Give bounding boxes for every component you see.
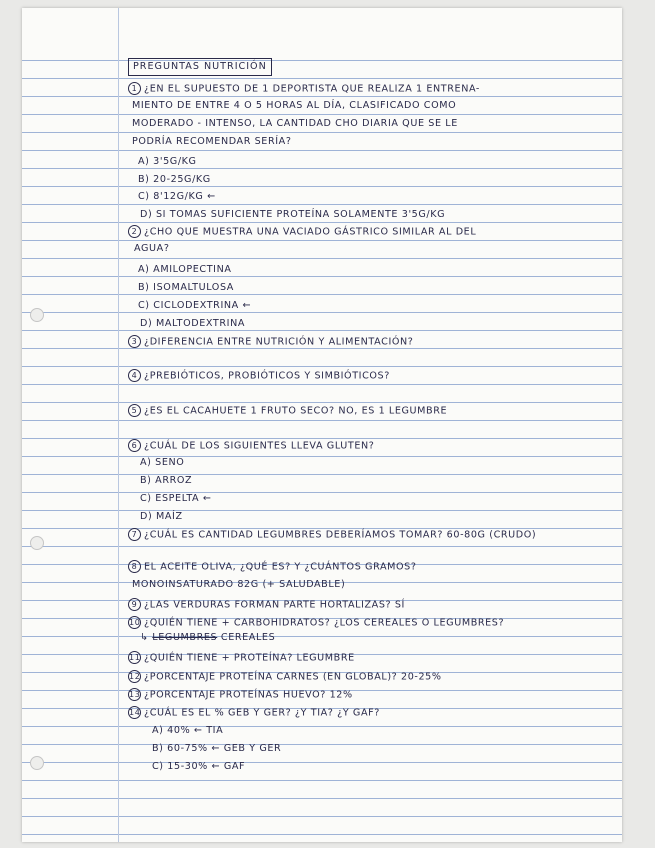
option-a: A) 3'5G/KG (138, 156, 197, 167)
question-1: 1 ¿EN EL SUPUESTO DE 1 DEPORTISTA QUE REALIZA 1 ENTRENA- (128, 82, 480, 95)
question-10: 10 ¿QUIÉN TIENE + CARBOHIDRATOS? ¿LOS CEREALES O LEGUMBRES? (129, 617, 505, 629)
question-3: 3 ¿DIFERENCIA ENTRE NUTRICIÓN Y ALIMENTACIÓN? (128, 335, 414, 348)
ruled-line (22, 420, 622, 421)
ruled-line (22, 834, 622, 835)
ruled-line (22, 258, 622, 259)
notebook-page (22, 8, 622, 842)
ruled-line (22, 312, 622, 313)
option-c: C) ESPELTA ← (140, 493, 212, 504)
binder-hole (30, 308, 44, 322)
ruled-line (22, 510, 622, 511)
question-number: 5 (128, 404, 141, 417)
question-number: 8 (128, 560, 141, 573)
question-13: 13 ¿PORCENTAJE PROTEÍNAS HUEVO? 12% (129, 689, 353, 701)
ruled-line (22, 474, 622, 475)
option-c: C) 15-30% ← GAF (152, 761, 246, 772)
ruled-line (22, 816, 622, 817)
binder-hole (30, 536, 44, 550)
question-number: 9 (128, 598, 141, 611)
ruled-line (22, 240, 622, 241)
option-a: A) SENO (140, 457, 185, 468)
question-number: 10 (129, 618, 141, 627)
binder-hole (30, 756, 44, 770)
ruled-line (22, 762, 622, 763)
answer-8: MONOINSATURADO 82G (+ SALUDABLE) (132, 579, 346, 590)
option-b: B) 20-25G/KG (138, 174, 211, 185)
question-11: 11 ¿QUIÉN TIENE + PROTEÍNA? LEGUMBRE (129, 652, 355, 664)
question-2-line-2: AGUA? (134, 243, 170, 254)
ruled-line (22, 276, 622, 277)
ruled-line (22, 492, 622, 493)
question-1-line-3: MODERADO - INTENSO, LA CANTIDAD CHO DIARIA QUE SE LE (132, 118, 458, 129)
margin-line (118, 8, 119, 842)
ruled-line (22, 798, 622, 799)
ruled-line (22, 78, 622, 79)
ruled-line (22, 402, 622, 403)
question-2: 2 ¿CHO QUE MUESTRA UNA VACIADO GÁSTRICO SIMILAR AL DEL (128, 225, 476, 238)
question-12: 12 ¿PORCENTAJE PROTEÍNA CARNES (EN GLOBAL)? 20-25% (129, 671, 442, 683)
ruled-line (22, 132, 622, 133)
question-number: 1 (128, 82, 141, 95)
question-14: 14 ¿CUÁL ES EL % GEB Y GER? ¿Y TIA? ¿Y GAF? (129, 707, 380, 719)
page-title: PREGUNTAS NUTRICIÓN (128, 58, 272, 76)
option-d: D) MALTODEXTRINA (140, 318, 246, 329)
question-9: 9 ¿LAS VERDURAS FORMAN PARTE HORTALIZAS? SÍ (128, 598, 405, 611)
struck-answer: LEGUMBRES (152, 632, 218, 643)
ruled-line (22, 204, 622, 205)
question-number: 14 (129, 708, 141, 717)
question-1-line-4: PODRÍA RECOMENDAR SERÍA? (132, 136, 292, 147)
ruled-line (22, 546, 622, 547)
question-7: 7 ¿CUÁL ES CANTIDAD LEGUMBRES DEBERÍAMOS TOMAR? 60-80G (CRUDO) (128, 528, 536, 541)
question-8: 8 EL ACEITE OLIVA, ¿QUÉ ES? Y ¿CUÁNTOS GRAMOS? (128, 560, 417, 573)
question-number: 7 (128, 528, 141, 541)
ruled-line (22, 186, 622, 187)
question-number: 2 (128, 225, 141, 238)
option-a: A) AMILOPECTINA (138, 264, 232, 275)
question-number: 13 (129, 690, 141, 699)
ruled-line (22, 384, 622, 385)
option-c: C) CICLODEXTRINA ← (138, 300, 252, 311)
question-5: 5 ¿ES EL CACAHUETE 1 FRUTO SECO? NO, ES 1 LEGUMBRE (128, 404, 447, 417)
question-number: 4 (128, 369, 141, 382)
ruled-line (22, 330, 622, 331)
option-d: D) SI TOMAS SUFICIENTE PROTEÍNA SOLAMENTE 3'5G/KG (140, 209, 446, 220)
option-b: B) 60-75% ← GEB Y GER (152, 743, 282, 754)
ruled-line (22, 114, 622, 115)
option-a: A) 40% ← TIA (152, 725, 224, 736)
ruled-line (22, 348, 622, 349)
option-d: D) MAÍZ (140, 511, 183, 522)
question-number: 11 (129, 653, 141, 662)
ruled-line (22, 636, 622, 637)
ruled-line (22, 150, 622, 151)
question-number: 6 (128, 439, 141, 452)
ruled-line (22, 96, 622, 97)
question-number: 12 (129, 672, 141, 681)
ruled-line (22, 294, 622, 295)
ruled-line (22, 744, 622, 745)
answer-10: ↳ LEGUMBRES CEREALES (140, 632, 276, 643)
ruled-line (22, 60, 622, 61)
question-number: 3 (128, 335, 141, 348)
question-6: 6 ¿CUÁL DE LOS SIGUIENTES LLEVA GLUTEN? (128, 439, 375, 452)
ruled-line (22, 456, 622, 457)
question-4: 4 ¿PREBIÓTICOS, PROBIÓTICOS Y SIMBIÓTICOS? (128, 369, 390, 382)
ruled-line (22, 168, 622, 169)
option-c: C) 8'12G/KG ← (138, 191, 216, 202)
ruled-line (22, 222, 622, 223)
ruled-line (22, 780, 622, 781)
ruled-line (22, 366, 622, 367)
question-1-line-2: MIENTO DE ENTRE 4 O 5 HORAS AL DÍA, CLASIFICADO COMO (132, 100, 457, 111)
option-b: B) ARROZ (140, 475, 193, 486)
ruled-line (22, 726, 622, 727)
option-b: B) ISOMALTULOSA (138, 282, 234, 293)
